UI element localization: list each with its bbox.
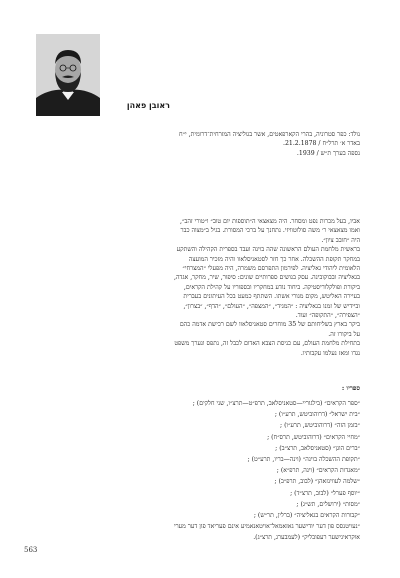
text-line: בראשית מלחמת העולם הראשונה שהה בוינה ועבד בספרית הקהילה והשתקע <box>176 246 360 254</box>
text-line: אביו, בעל מכרות נפט ומסחר. היה מצאצאי ה״תוספות יום טוב״ ו״טורי זהב״, <box>180 218 360 225</box>
work-item: אוקראינישער רעפובליק״ (לעמבערג, תרצ״ג). <box>253 534 360 542</box>
text-line: על ביקורו זה. <box>328 330 360 338</box>
text-line: וביידיש של זמנו בגאליציה : ״המגיד״, ״המצפה״, ״העולם״, ״הדף״, ״בצרון״, <box>183 302 360 310</box>
work-item: ״מחיי הקראים״ (דרוהוביטש, תרס״ח) ; <box>267 433 360 441</box>
text-line: ואמו מצאצאי ר׳ משה סולוטוויזי. נתחנך על ברכי המסורת. בגיל ב״מצוה כבר <box>180 227 360 235</box>
bio-line: נולד: כפר סטרוניה, בהרי הקארפאטים, אשר בגוליציה המזרחית־דרומית, י״ח <box>179 131 360 138</box>
bio-block <box>50 130 360 158</box>
work-item: ״יוסף פערל״ (לבוב, תרצ״ד) ; <box>290 489 360 497</box>
work-item: ״בזמן הזה״ (דרוהוביטש, תרע״ו) ; <box>280 422 360 430</box>
text-line: בעיירה האליטש, מקום מגורי אשתו. השתתף כמעט בכל העיתונים בעברית <box>183 293 360 301</box>
text-line: הלאומית ליהודי גאליציה. לפירמון התפרסם משמרה, היה מפעלי ״המצרחי״ <box>182 265 360 273</box>
text-line: בגאליציה ובבוקובינה. עסק בנושים ספרותיים שונים: סיפור, שיר, מחקר, אגדה, <box>173 274 360 282</box>
text-line: ״הצפירה״, ״התקופה״ ועוד. <box>295 312 360 320</box>
work-item: ״בית ישראל״ (דרוהוביטש, תרע״ו) ; <box>274 411 360 419</box>
text-line: ביקורת ופולקלוריסטיקה. ביחוד נודע במחקריו ובספוריו על קהילת הקראים, <box>183 283 360 291</box>
works-heading: ספריו : <box>341 384 360 392</box>
works-list <box>30 398 360 544</box>
person-name: ראובן פאהן <box>126 101 170 110</box>
text-line: ביקר בארץ בשליחותם של 35 מוחרים סטאניסלאוו לשם רכישת אדמה כהם <box>179 321 360 329</box>
work-item: ״שלמה לעווינזאהן״ (לבוב, תרפ״ב) ; <box>274 478 360 486</box>
work-item: ״ספר הקראים״ (בילגוריי—סטאניסלאב, תרפ״ט—תרצ״ו, שני חלקים) ; <box>192 400 360 407</box>
work-item: ״תקופת ההשכלה בוינה״ (וינה—בריו, תרע״ט) ; <box>247 456 360 464</box>
work-item: ״ברים הוגן״ (סטאניסלאב, תרצ״ב) ; <box>275 444 360 452</box>
bio-line: נספה בערך ת״ש / 1939. <box>296 149 360 157</box>
text-line: היה ״חובב ציון״. <box>321 236 360 244</box>
work-item: ״מאגדות הקראים״ (וינה, תרפ״א) ; <box>276 467 360 475</box>
work-item: ״מסות״ (ירושלים, תש״ג) ; <box>296 500 360 508</box>
text-line: במחקר תקופת ההשכלה. אחר כך חזר לסטאניסלאוו והיה מזכיר המועצה <box>188 255 360 263</box>
text-line: בתחילת מלחמת העולם, עם כניסת הצבא האדום לכבל זה, נתפס ונערך משפט <box>174 340 360 348</box>
bio-line: באדר א׳ תרל״ח / 21.2.1878. <box>283 140 360 148</box>
work-item: ״נעויטנסס פון דער יודישער גאזאמאל־אויטאנאמיע אינם פעריאד פון דער מערי <box>174 523 360 531</box>
page-number: 563 <box>24 546 38 554</box>
work-item: ״קבורות הקראים בגאליציה״ (ברלין, תר״ש) ; <box>253 512 360 520</box>
portrait-photo <box>36 34 100 116</box>
biography-text <box>30 217 360 358</box>
text-line: נגדו ומאז נעלמו עקבותיו. <box>300 349 360 357</box>
